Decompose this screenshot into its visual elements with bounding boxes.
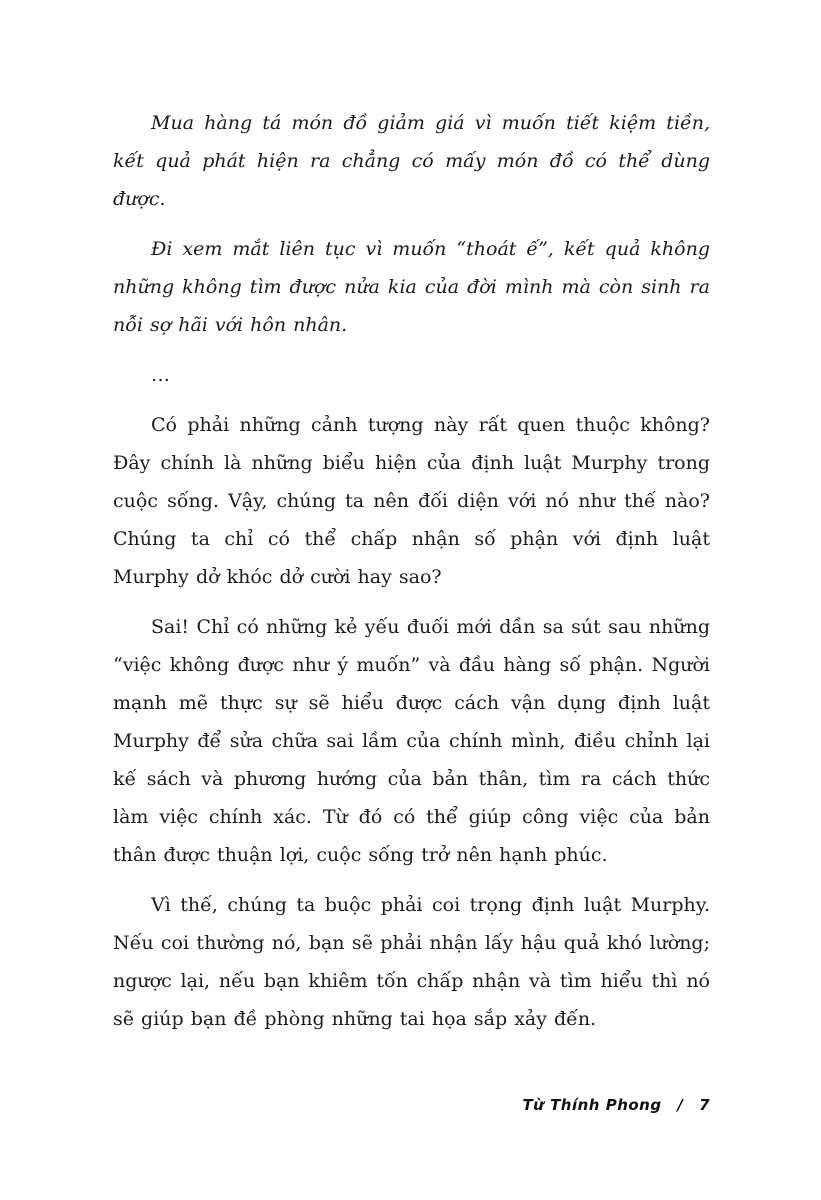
page-footer [522,1096,710,1114]
paragraph-body-3: Vì thế, chúng ta buộc phải coi trọng định luật Murphy. Nếu coi thường nó, bạn sẽ phải nhận lấy hậu quả khó lường; ngược lại, nếu bạn khiêm tốn chấp nhận và tìm hiểu thì nó sẽ giúp bạn đề phòng những tai họa sắp xảy đến. [113,894,710,1030]
footer-author: Từ Thính Phong [522,1096,662,1114]
footer-separator: / [677,1096,684,1114]
footer-page-number: 7 [699,1096,710,1114]
paragraph-ellipsis: … [151,364,170,386]
paragraph-body-2: Sai! Chỉ có những kẻ yếu đuối mới dần sa sút sau những “việc không được như ý muốn” và đầu hàng số phận. Người mạnh mẽ thực sự sẽ hiểu được cách vận dụng định luật Murphy để sửa chữa sai lầm của chính mình, điều chỉnh lại kế sách và phương hướng của bản thân, tìm ra cách thức làm việc chính xác. Từ đó có thể giúp công việc của bản thân được thuận lợi, cuộc sống trở nên hạnh phúc. [113,616,710,866]
paragraph-quote-1: Mua hàng tá món đồ giảm giá vì muốn tiết kiệm tiền, kết quả phát hiện ra chẳng có mấy món đồ có thể dùng được. [113,112,710,210]
page-content [113,104,710,1050]
paragraph-quote-2: Đi xem mắt liên tục vì muốn “thoát ế”, kết quả không những không tìm được nửa kia của đời mình mà còn sinh ra nỗi sợ hãi với hôn nhân. [113,238,710,336]
paragraph-body-1: Có phải những cảnh tượng này rất quen thuộc không? Đây chính là những biểu hiện của định luật Murphy trong cuộc sống. Vậy, chúng ta nên đối diện với nó như thế nào? Chúng ta chỉ có thể chấp nhận số phận với định luật Murphy dở khóc dở cười hay sao? [113,414,710,588]
